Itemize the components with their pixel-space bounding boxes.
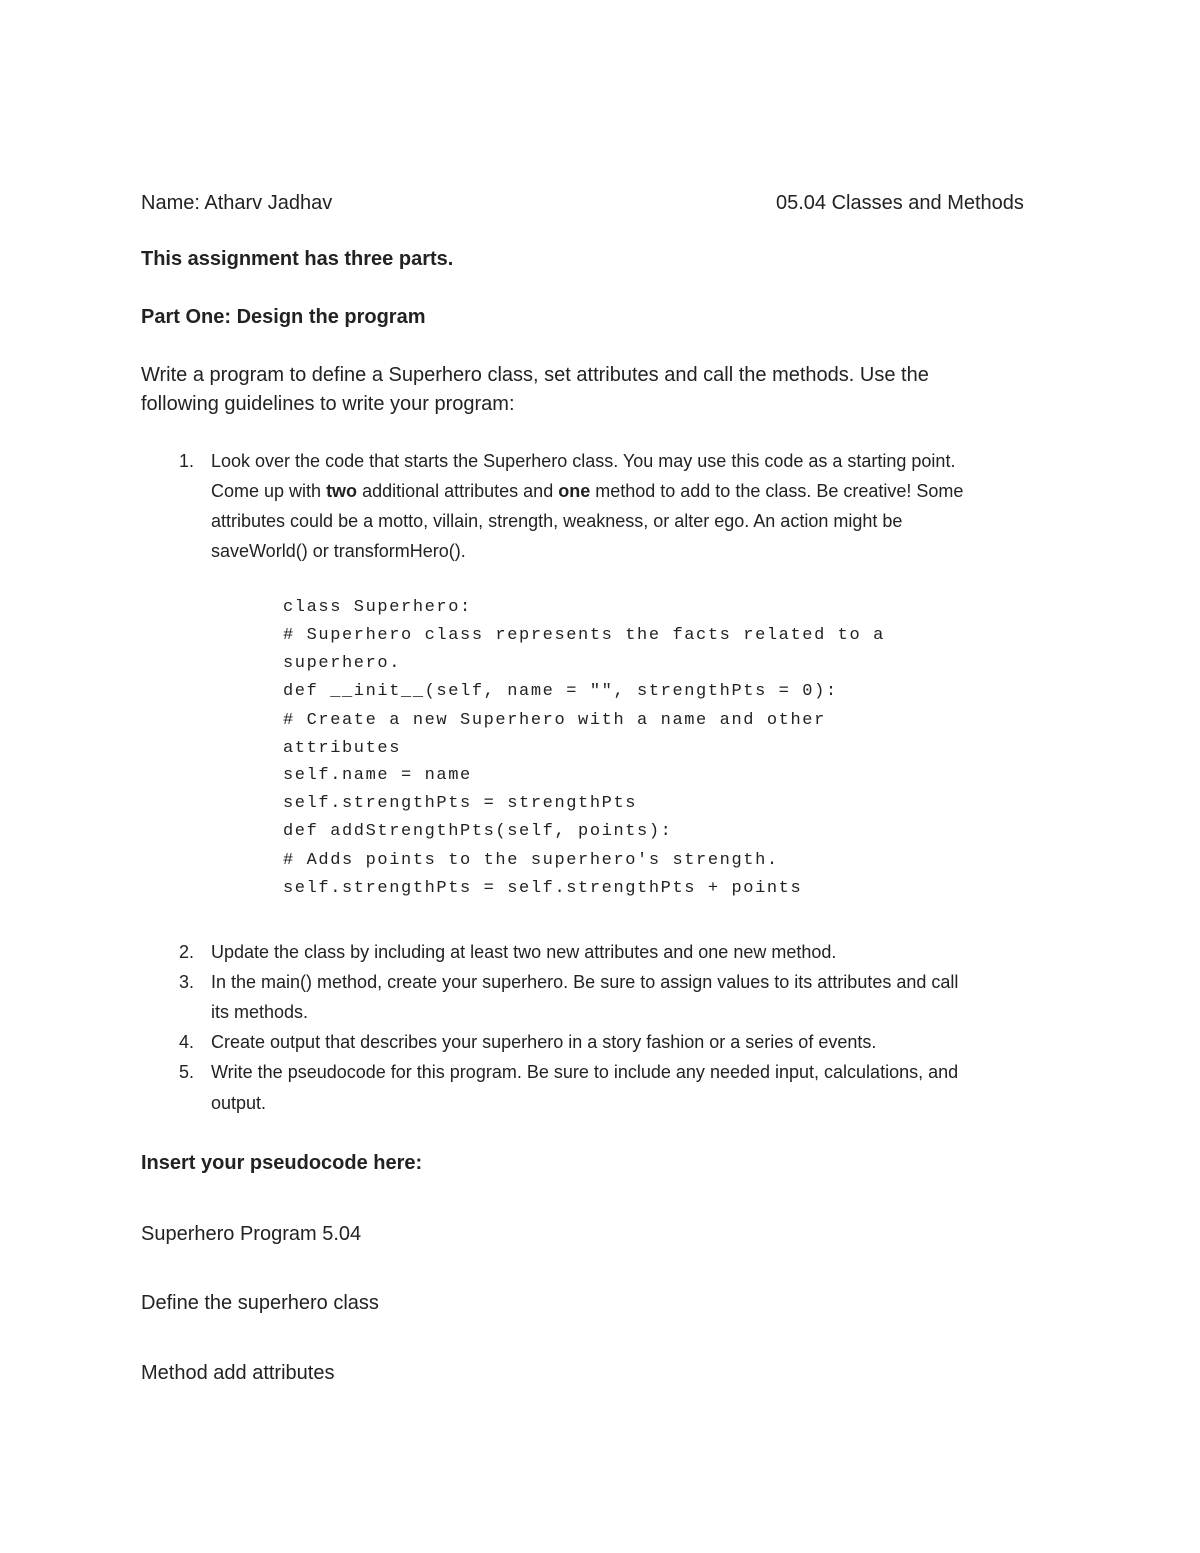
step-3-number: 3. xyxy=(178,972,194,992)
code-line: attributes xyxy=(283,739,402,758)
step-1-line-1: Look over the code that starts the Superhero class. You may use this code as a starting point. xyxy=(211,451,956,471)
step-3-line-1: In the main() method, create your superhero. Be sure to assign values to its attributes and call xyxy=(211,972,959,992)
step-1-line-4: saveWorld() or transformHero(). xyxy=(211,541,466,561)
description-line-1: Write a program to define a Superhero class, set attributes and call the methods. Use the xyxy=(141,364,929,386)
emphasis-two: two xyxy=(326,481,358,501)
step-4-line-1: Create output that describes your superhero in a story fashion or a series of events. xyxy=(211,1032,877,1052)
pseudocode-line-2: Define the superhero class xyxy=(141,1292,379,1314)
pseudocode-heading: Insert your pseudocode here: xyxy=(141,1152,423,1174)
pseudocode-line-1: Superhero Program 5.04 xyxy=(141,1223,362,1245)
code-line: # Superhero class represents the facts related to a xyxy=(283,626,885,645)
code-line: superhero. xyxy=(283,654,402,673)
student-name: Name: Atharv Jadhav xyxy=(141,192,333,214)
code-line: # Create a new Superhero with a name and other xyxy=(283,711,826,730)
code-line: self.name = name xyxy=(283,766,472,785)
step-1-number: 1. xyxy=(178,451,194,471)
code-line: def __init__(self, name = "", strengthPts = 0): xyxy=(283,682,838,701)
code-line: self.strengthPts = strengthPts xyxy=(283,794,638,813)
step-2-line-1: Update the class by including at least two new attributes and one new method. xyxy=(211,942,837,962)
assignment-title: 05.04 Classes and Methods xyxy=(776,192,1024,214)
step-3-line-2: its methods. xyxy=(211,1002,309,1022)
step-1-line-3: attributes could be a motto, villain, strength, weakness, or alter ego. An action might be xyxy=(211,511,903,531)
code-line: # Adds points to the superhero's strength. xyxy=(283,851,779,870)
step-5-line-2: output. xyxy=(211,1093,267,1113)
intro-heading: This assignment has three parts. xyxy=(141,248,454,270)
code-line: class Superhero: xyxy=(283,598,472,617)
emphasis-one: one xyxy=(558,481,591,501)
part-one-heading: Part One: Design the program xyxy=(141,306,426,328)
code-line: def addStrengthPts(self, points): xyxy=(283,822,673,841)
step-2-number: 2. xyxy=(178,942,194,962)
step-5-line-1: Write the pseudocode for this program. Be sure to include any needed input, calculations, and xyxy=(211,1062,959,1082)
step-5-number: 5. xyxy=(178,1062,194,1082)
code-line: self.strengthPts = self.strengthPts + points xyxy=(283,879,803,898)
pseudocode-line-3: Method add attributes xyxy=(141,1362,335,1384)
description-line-2: following guidelines to write your program: xyxy=(141,393,515,415)
step-4-number: 4. xyxy=(178,1032,194,1052)
step-1-line-2: Come up with two additional attributes and one method to add to the class. Be creative! Some xyxy=(211,481,964,501)
